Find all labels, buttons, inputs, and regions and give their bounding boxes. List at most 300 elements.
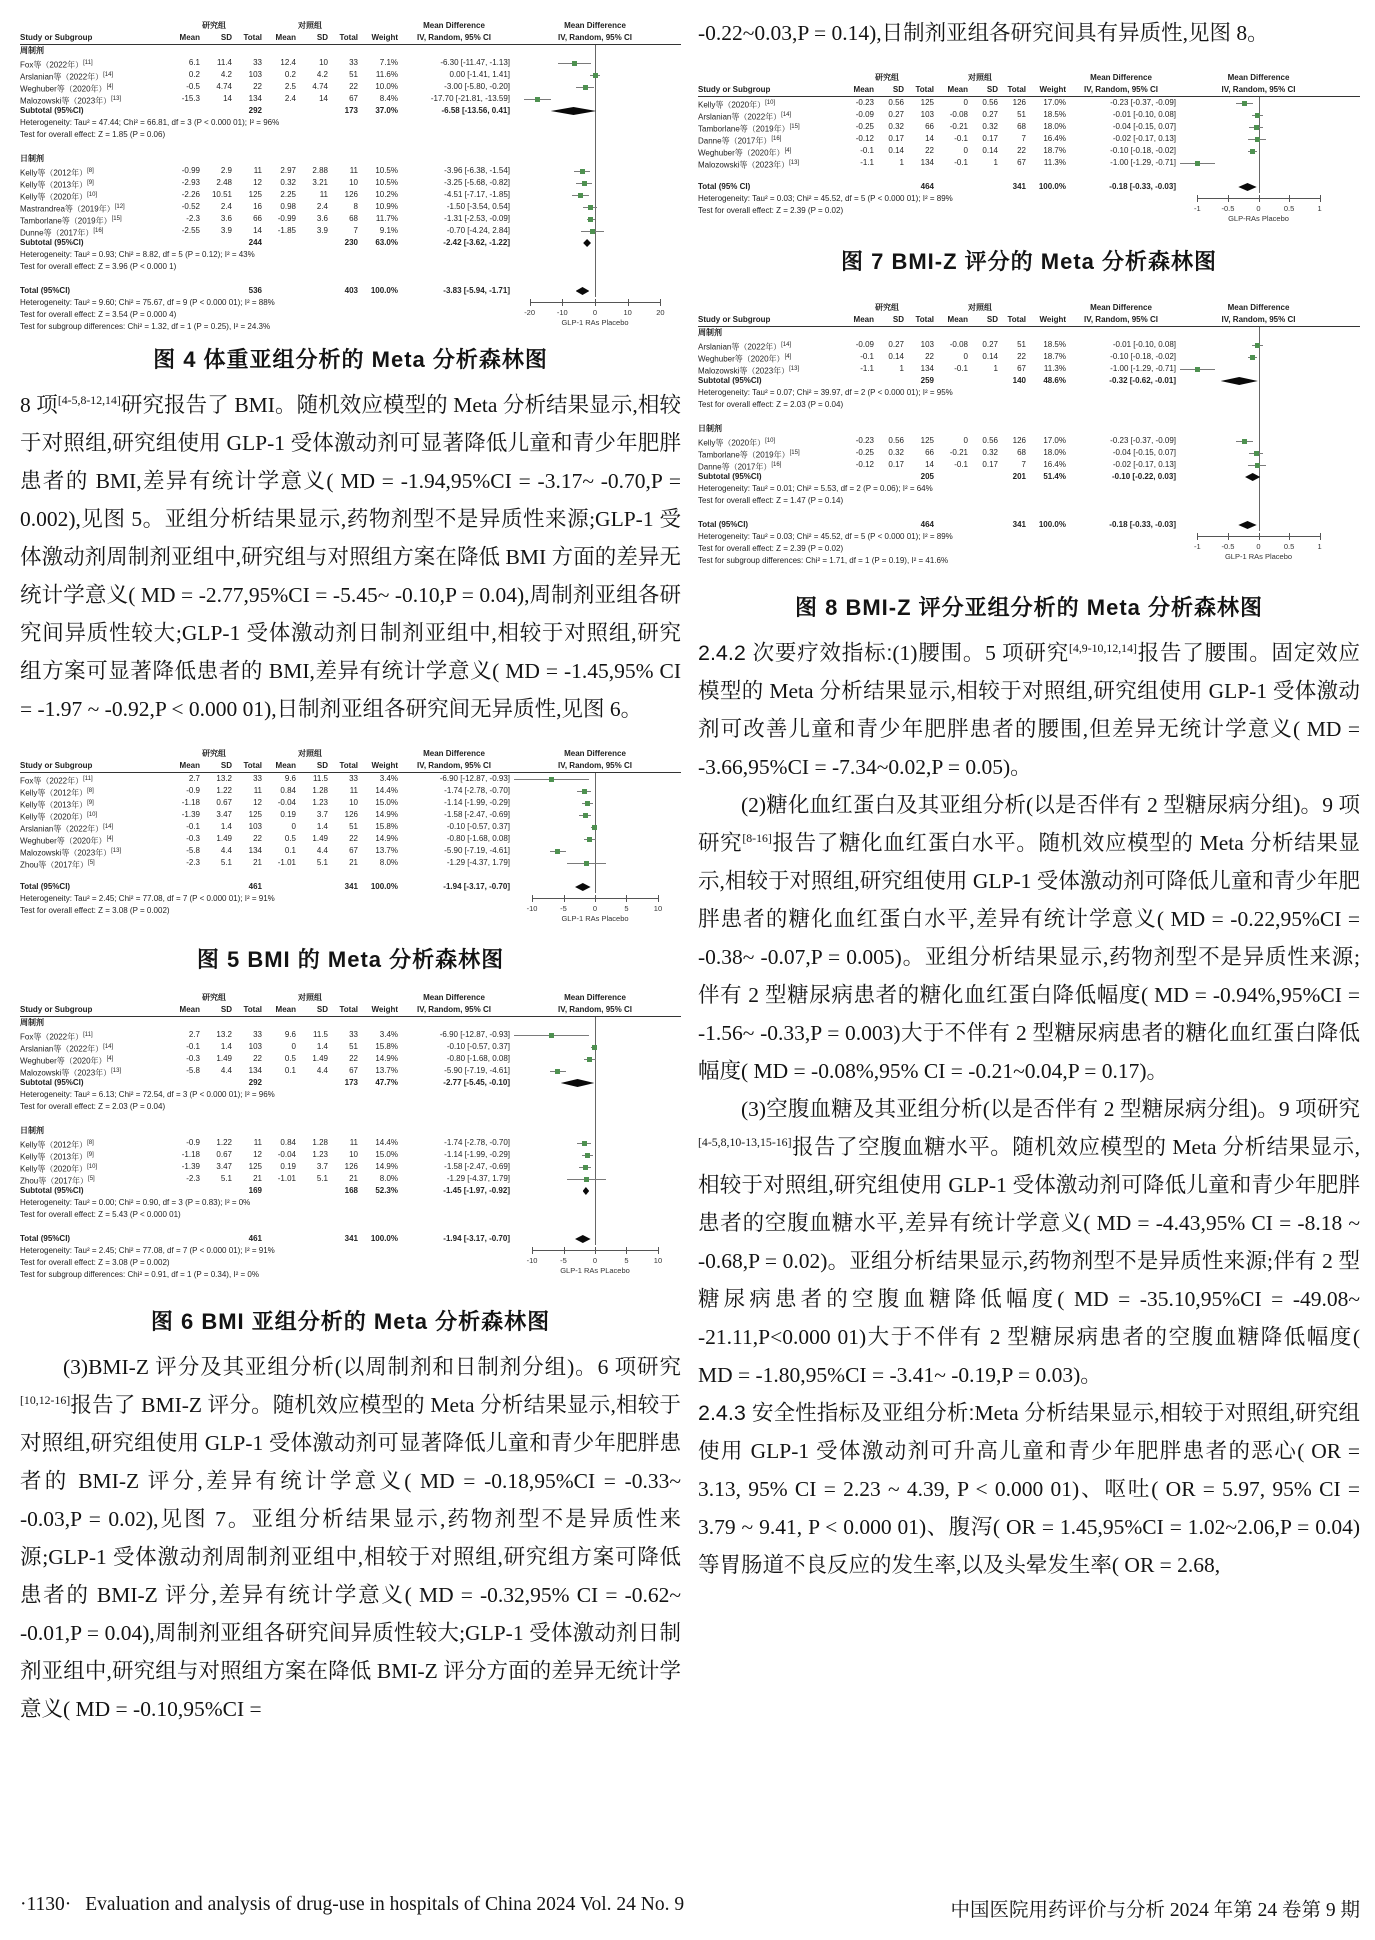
cell-sd-ctl: 0.32 xyxy=(982,448,998,457)
cell-mean-exp: -0.9 xyxy=(186,786,200,795)
paragraph-bmiz-analysis xyxy=(20,1348,681,1728)
plot-cell xyxy=(510,1221,680,1233)
cell-mean-ctl: 0.1 xyxy=(284,846,296,855)
study-name: Zhou等（2017年） xyxy=(20,860,89,870)
study-name: Kelly等（2020年） xyxy=(20,192,88,202)
figure-7-caption: 图 7 BMI-Z 评分的 Meta 分析森林图 xyxy=(840,249,1217,274)
cell-sd-exp: 5.1 xyxy=(220,1174,232,1183)
subgroup-label: 日制剂 xyxy=(20,154,44,163)
zero-line xyxy=(595,809,596,821)
zero-line xyxy=(1259,399,1260,411)
pooled-diamond xyxy=(575,883,591,891)
plot-md-header: Mean Difference xyxy=(1227,73,1290,82)
cell-total-exp: 66 xyxy=(925,448,934,457)
stat-note: Test for subgroup differences: Chi² = 1.71, df = 1 (P = 0.19), I² = 41.6% xyxy=(698,556,949,565)
cell-total-ctl: 68 xyxy=(1017,448,1026,457)
effect-marker xyxy=(1254,451,1259,456)
column-header: Study or Subgroup xyxy=(698,315,771,324)
cell-total-exp: 12 xyxy=(253,178,262,187)
forest-row xyxy=(20,105,681,117)
spacer-row xyxy=(698,169,1176,181)
subgroup-label: 周制剂 xyxy=(698,328,722,337)
cell-total-exp: 125 xyxy=(248,810,262,819)
forest-row xyxy=(20,1017,681,1029)
reference-superscript: [4-5,8-12,14] xyxy=(57,392,121,407)
cell-total-exp: 12 xyxy=(253,798,262,807)
cell-weight: 37.0% xyxy=(375,106,398,115)
study-reference: [9] xyxy=(87,1152,94,1158)
forest-row-table xyxy=(20,1137,510,1149)
cell-sd-exp: 1.4 xyxy=(220,1042,232,1051)
forest-row xyxy=(20,1125,681,1137)
cell-sd-exp: 4.2 xyxy=(220,70,232,79)
forest-row-table xyxy=(20,1161,510,1173)
cell-sd-exp xyxy=(200,237,232,249)
cell-sd-ctl: 0.32 xyxy=(982,122,998,131)
forest-header-columns xyxy=(698,314,1360,327)
axis-tick xyxy=(595,1247,596,1254)
cell-mean-exp: -2.3 xyxy=(186,1174,200,1183)
plot-cell xyxy=(1176,555,1341,567)
cell-sd-exp: 13.2 xyxy=(216,774,232,783)
axis-tick-label: 1 xyxy=(1317,542,1322,551)
cell-total-ctl: 33 xyxy=(349,58,358,67)
pooled-diamond xyxy=(583,1187,590,1195)
plot-cell xyxy=(510,1113,680,1125)
zero-line xyxy=(595,1149,596,1161)
axis-tick-label: 5 xyxy=(624,904,629,913)
axis-tick xyxy=(562,299,563,306)
stat-note: Heterogeneity: Tau² = 0.03; Chi² = 45.52, df = 5 (P < 0.000 01); I² = 89% xyxy=(698,194,953,203)
cell-md-ci-text: 0.00 [-1.41, 1.41] xyxy=(449,70,510,79)
cell-mean-ctl: 2.97 xyxy=(280,166,296,175)
column-header: Mean xyxy=(275,33,296,42)
zero-line xyxy=(595,117,596,129)
plot-cell xyxy=(510,1149,680,1161)
cell-sd-ctl: 5.1 xyxy=(316,1174,328,1183)
control-group-header: 对照组 xyxy=(968,303,992,312)
cell-mean-exp: -0.1 xyxy=(186,1042,200,1051)
plot-colhead-cell xyxy=(510,760,680,772)
cell-total-ctl: 7 xyxy=(353,226,358,235)
axis-tick-label: -1 xyxy=(1194,542,1201,551)
plot-cell xyxy=(510,93,680,105)
cell-mean-ctl xyxy=(262,881,296,893)
effect-marker xyxy=(1255,113,1260,118)
axis-tick xyxy=(626,1247,627,1254)
effect-marker xyxy=(1250,355,1255,360)
cell-mean-exp: -0.12 xyxy=(855,460,874,469)
cell-md-ci-text: -0.10 [-0.22, 0.03] xyxy=(1111,472,1176,481)
study-name: Total (95%CI) xyxy=(20,286,71,295)
plot-cell xyxy=(1176,121,1341,133)
study-reference: [10] xyxy=(765,100,776,106)
plot-cell xyxy=(510,177,680,189)
cell-total-exp: 536 xyxy=(248,286,262,295)
zero-line xyxy=(595,177,596,189)
cell-total-exp: 12 xyxy=(253,1150,262,1159)
figure-5-caption: 图 5 BMI 的 Meta 分析森林图 xyxy=(196,947,505,972)
column-header: Mean xyxy=(179,33,200,42)
cell-total-exp: 464 xyxy=(920,182,934,191)
forest-header-groups xyxy=(20,20,681,32)
forest-row xyxy=(20,1077,681,1089)
stat-note: Test for overall effect: Z = 2.03 (P = 0.04) xyxy=(20,1102,166,1111)
zero-line xyxy=(595,57,596,69)
effect-marker xyxy=(555,849,560,854)
forest-row xyxy=(20,93,681,105)
cell-sd-ctl: 1.28 xyxy=(312,786,328,795)
cell-total-exp: 125 xyxy=(248,1162,262,1171)
cell-weight: 15.8% xyxy=(375,1042,398,1051)
zero-line xyxy=(595,1089,596,1101)
forest-row xyxy=(698,519,1360,531)
zero-line xyxy=(595,845,596,857)
column-header: IV, Random, 95% CI xyxy=(1084,315,1158,324)
axis-tick-label: -0.5 xyxy=(1221,204,1235,213)
md-column-header: Mean Difference xyxy=(1090,73,1152,82)
cell-sd-exp: 0.67 xyxy=(216,1150,232,1159)
forest-row xyxy=(20,869,681,881)
effect-marker xyxy=(582,1141,587,1146)
cell-sd-ctl xyxy=(968,519,998,531)
cell-md-ci-text: -3.25 [-5.68, -0.82] xyxy=(444,178,510,187)
cell-mean-exp xyxy=(166,1185,200,1197)
cell-total-ctl: 341 xyxy=(1012,182,1026,191)
cell-weight: 11.3% xyxy=(1043,158,1066,167)
forest-row xyxy=(20,1041,681,1053)
effect-marker xyxy=(590,229,595,234)
cell-mean-exp: -0.5 xyxy=(186,82,200,91)
cell-total-ctl: 51 xyxy=(1017,340,1026,349)
stat-note: Test for overall effect: Z = 2.03 (P = 0.04) xyxy=(698,400,844,409)
column-header: Total xyxy=(243,33,262,42)
column-header: SD xyxy=(220,761,232,770)
stat-note: Test for overall effect: Z = 3.08 (P = 0.002) xyxy=(20,1258,170,1267)
forest-row-table xyxy=(20,189,510,201)
cell-sd-ctl: 0.14 xyxy=(982,352,998,361)
cell-weight: 51.4% xyxy=(1043,472,1066,481)
cell-total-ctl: 7 xyxy=(1021,134,1026,143)
cell-weight: 7.1% xyxy=(379,58,398,67)
plot-colhead-cell xyxy=(510,1004,680,1016)
study-reference: [4] xyxy=(784,354,792,360)
forest-row-table xyxy=(20,141,510,153)
plot-cell xyxy=(510,1101,680,1113)
axis-tick xyxy=(1320,533,1321,540)
cell-total-ctl: 10 xyxy=(349,798,358,807)
column-header: SD xyxy=(316,1005,328,1014)
cell-total-exp: 103 xyxy=(248,822,262,831)
zero-line xyxy=(595,1029,596,1041)
axis-tick-label: -10 xyxy=(526,1256,538,1265)
zero-line xyxy=(1259,97,1260,109)
cell-sd-ctl: 1.4 xyxy=(316,1042,328,1051)
cell-weight: 3.4% xyxy=(379,774,398,783)
forest-row xyxy=(698,121,1360,133)
cell-md-ci-text: -1.00 [-1.29, -0.71] xyxy=(1110,364,1176,373)
cell-sd-ctl xyxy=(296,1233,328,1245)
study-reference: [13] xyxy=(111,1068,122,1074)
cell-sd-exp: 0.14 xyxy=(888,352,904,361)
cell-md-ci-text: -1.94 [-3.17, -0.70] xyxy=(443,882,510,891)
study-reference: [11] xyxy=(83,776,93,782)
cell-weight: 11.3% xyxy=(1043,364,1066,373)
cell-sd-exp xyxy=(874,181,904,193)
cell-total-ctl: 68 xyxy=(349,214,358,223)
forest-row xyxy=(20,1269,681,1281)
plot-cell xyxy=(510,1173,680,1185)
forest-row xyxy=(20,1233,681,1245)
cell-total-ctl: 11 xyxy=(349,166,358,175)
study-reference: [5] xyxy=(88,860,95,866)
effect-marker xyxy=(583,1165,588,1170)
study-name: Malozowski等（2023年） xyxy=(698,160,790,170)
axis-tick-label: -5 xyxy=(560,904,567,913)
cell-md-ci-text: -0.23 [-0.37, -0.09] xyxy=(1110,98,1176,107)
text-run: -0.22~0.03,P = 0.14),日制剂亚组各研究间具有异质性,见图 8。 xyxy=(698,21,1269,45)
cell-weight: 10.9% xyxy=(375,202,398,211)
plot-cell xyxy=(1176,133,1341,145)
cell-weight: 18.0% xyxy=(1043,448,1066,457)
cell-md-ci-text: -0.01 [-0.10, 0.08] xyxy=(1112,110,1176,119)
study-reference: [13] xyxy=(789,366,800,372)
effect-marker xyxy=(583,85,588,90)
cell-mean-ctl: -0.1 xyxy=(954,364,968,373)
stat-note: Test for overall effect: Z = 3.96 (P < 0.000 1) xyxy=(20,262,177,271)
text-run: (2)糖化血红蛋白及其亚组分析(以是否伴有 2 型糖尿病分组)。9 项研究 xyxy=(698,793,1360,855)
forest-row xyxy=(20,45,681,57)
forest-row xyxy=(20,237,681,249)
zero-line xyxy=(595,1101,596,1113)
cell-total-exp: 134 xyxy=(920,364,934,373)
cell-mean-ctl: 0 xyxy=(963,146,968,155)
study-name: Tamborlane等（2019年） xyxy=(698,124,790,134)
effect-marker xyxy=(585,1153,590,1158)
study-name: Subtotal (95%CI) xyxy=(698,376,762,385)
cell-total-ctl: 51 xyxy=(1017,110,1026,119)
pooled-label xyxy=(20,237,166,249)
zero-line xyxy=(595,1065,596,1077)
cell-mean-exp: -0.52 xyxy=(181,202,200,211)
effect-marker xyxy=(1250,149,1255,154)
plot-cell xyxy=(1176,507,1341,519)
effect-marker xyxy=(1195,161,1200,166)
plot-cell xyxy=(510,153,680,165)
cell-sd-exp: 0.32 xyxy=(888,122,904,131)
forest-row xyxy=(20,81,681,93)
cell-mean-ctl: 2.4 xyxy=(284,94,296,103)
cell-total-ctl: 22 xyxy=(1017,146,1026,155)
forest-row-table xyxy=(698,157,1176,169)
cell-mean-ctl xyxy=(262,1077,296,1089)
study-name: Kelly等（2020年） xyxy=(698,438,766,448)
effect-marker xyxy=(587,837,592,842)
cell-md-ci-text: -3.96 [-6.38, -1.54] xyxy=(444,166,510,175)
forest-row-table xyxy=(698,363,1176,375)
forest-row-table xyxy=(20,1233,510,1245)
forest-row-table xyxy=(20,845,510,857)
figure-7 xyxy=(698,66,1360,276)
plot-cell xyxy=(1176,435,1341,447)
study-reference: [9] xyxy=(87,800,94,806)
cell-mean-ctl: 0.2 xyxy=(284,70,296,79)
cell-mean-exp: -2.3 xyxy=(186,214,200,223)
effect-marker xyxy=(592,1045,597,1050)
cell-md-ci-text: -5.90 [-7.19, -4.61] xyxy=(444,846,510,855)
effect-marker xyxy=(535,97,540,102)
column-header: Weight xyxy=(371,1005,398,1014)
cell-weight: 100.0% xyxy=(1038,520,1066,529)
figure-6-caption: 图 6 BMI 亚组分析的 Meta 分析森林图 xyxy=(150,1309,551,1334)
forest-row-table xyxy=(698,543,1176,555)
forest-row xyxy=(20,1173,681,1185)
zero-line xyxy=(1259,495,1260,507)
study-name: Kelly等（2012年） xyxy=(20,168,88,178)
md-column-header: Mean Difference xyxy=(423,749,485,758)
plot-cell xyxy=(1176,97,1341,109)
forest-row xyxy=(20,189,681,201)
axis-tick xyxy=(1197,533,1198,540)
zero-line xyxy=(595,273,596,285)
plot-md-header: Mean Difference xyxy=(564,993,626,1002)
plot-cell xyxy=(510,69,680,81)
zero-line xyxy=(595,1233,596,1245)
forest-row-table xyxy=(20,297,510,309)
cell-md-ci-text: -3.83 [-5.94, -1.71] xyxy=(443,286,510,295)
cell-md-ci-text: -1.50 [-3.54, 0.54] xyxy=(446,202,510,211)
spacer-row xyxy=(20,273,510,285)
cell-sd-exp: 2.48 xyxy=(216,178,232,187)
cell-mean-exp: -2.3 xyxy=(186,858,200,867)
cell-mean-ctl: 0 xyxy=(291,822,296,831)
plot-cell xyxy=(1176,519,1341,531)
study-reference: [10] xyxy=(87,1164,98,1170)
axis-tick-label: 0 xyxy=(592,904,598,913)
cell-mean-ctl: -0.08 xyxy=(949,110,968,119)
study-name: Malozowski等（2023年） xyxy=(20,1068,112,1078)
cell-sd-exp: 3.6 xyxy=(220,214,232,223)
cell-sd-ctl: 3.6 xyxy=(316,214,328,223)
cell-sd-ctl: 10 xyxy=(319,58,328,67)
forest-row xyxy=(20,1089,681,1101)
cell-mean-ctl: 0.32 xyxy=(280,178,296,187)
cell-total-exp: 205 xyxy=(920,472,934,481)
column-header: Study or Subgroup xyxy=(20,33,93,42)
zero-line xyxy=(595,1209,596,1221)
cell-md-ci-text: -1.74 [-2.78, -0.70] xyxy=(444,1138,510,1147)
cell-sd-ctl: 0.56 xyxy=(982,436,998,445)
cell-md-ci-text: -5.90 [-7.19, -4.61] xyxy=(444,1066,510,1075)
axis-tick xyxy=(658,895,659,902)
forest-row-table xyxy=(20,93,510,105)
cell-total-ctl: 11 xyxy=(349,1138,358,1147)
plot-ci-header: IV, Random, 95% CI xyxy=(558,761,632,770)
plot-cell xyxy=(510,905,680,917)
plot-cell xyxy=(510,845,680,857)
cell-total-ctl: 33 xyxy=(349,774,358,783)
plot-cell xyxy=(1176,145,1341,157)
plot-cell xyxy=(510,105,680,117)
stat-note: Test for overall effect: Z = 3.54 (P = 0.000 4) xyxy=(20,310,177,319)
cell-mean-exp: -1.1 xyxy=(860,158,874,167)
plot-cell xyxy=(510,773,680,785)
cell-sd-exp: 2.9 xyxy=(220,166,232,175)
study-reference: [10] xyxy=(765,438,776,444)
forest-row-table xyxy=(20,1221,510,1233)
plot-cell xyxy=(1176,351,1341,363)
column-header: SD xyxy=(316,761,328,770)
cell-mean-ctl: 0.5 xyxy=(284,1054,296,1063)
cell-sd-ctl: 4.4 xyxy=(316,846,328,855)
page-number: ·1130· xyxy=(20,1894,72,1915)
cell-weight: 15.0% xyxy=(375,1150,398,1159)
cell-total-ctl: 201 xyxy=(1012,472,1026,481)
cell-sd-exp: 1.22 xyxy=(216,786,232,795)
pooled-diamond xyxy=(1238,521,1256,529)
axis-tick xyxy=(628,299,629,306)
cell-total-exp: 66 xyxy=(253,214,262,223)
figure-4 xyxy=(20,14,681,374)
cell-total-ctl: 11 xyxy=(349,786,358,795)
forest-row-table xyxy=(20,165,510,177)
cell-total-ctl: 51 xyxy=(349,70,358,79)
forest-row-table xyxy=(698,399,1176,411)
cell-weight: 16.4% xyxy=(1043,134,1066,143)
axis-tick xyxy=(532,1247,533,1254)
forest-header-table xyxy=(698,302,1176,314)
study-reference: [5] xyxy=(88,1176,95,1182)
axis-tick xyxy=(658,1247,659,1254)
pooled-diamond xyxy=(583,239,591,247)
cell-md-ci-text: -6.58 [-13.56, 0.41] xyxy=(441,106,510,115)
zero-line xyxy=(595,1221,596,1233)
forest-header-table xyxy=(698,72,1176,84)
cell-sd-ctl: 11 xyxy=(319,190,328,199)
plot-colhead-cell xyxy=(510,32,680,44)
cell-mean-ctl xyxy=(934,181,968,193)
cell-mean-ctl: 12.4 xyxy=(280,58,296,67)
study-name: Kelly等（2020年） xyxy=(20,1164,88,1174)
plot-cell xyxy=(510,285,680,297)
forest-row xyxy=(698,205,1360,217)
cell-weight: 100.0% xyxy=(370,1234,398,1243)
plot-cell xyxy=(510,57,680,69)
cell-md-ci-text: -1.58 [-2.47, -0.69] xyxy=(444,1162,510,1171)
zero-line xyxy=(595,1077,596,1089)
forest-row-table xyxy=(20,1197,510,1209)
cell-total-ctl: 67 xyxy=(349,846,358,855)
cell-mean-ctl: 0.84 xyxy=(280,1138,296,1147)
cell-md-ci-text: -1.31 [-2.53, -0.09] xyxy=(444,214,510,223)
forest-header-columns xyxy=(698,84,1360,97)
cell-mean-ctl xyxy=(934,375,968,387)
study-reference: [13] xyxy=(789,160,800,166)
effect-marker xyxy=(584,1177,589,1182)
pooled-diamond xyxy=(1221,377,1258,385)
cell-total-ctl: 403 xyxy=(344,286,358,295)
plot-colhead-cell xyxy=(1176,84,1341,96)
cell-mean-ctl xyxy=(934,519,968,531)
column-header: SD xyxy=(220,33,232,42)
cell-mean-ctl: 0.98 xyxy=(280,202,296,211)
cell-md-ci-text: -1.29 [-4.37, 1.79] xyxy=(446,858,510,867)
forest-row xyxy=(20,1209,681,1221)
plot-cell xyxy=(1176,471,1341,483)
study-name: Fox等（2022年） xyxy=(20,60,84,70)
forest-row-table xyxy=(20,69,510,81)
forest-row-table xyxy=(698,507,1176,519)
